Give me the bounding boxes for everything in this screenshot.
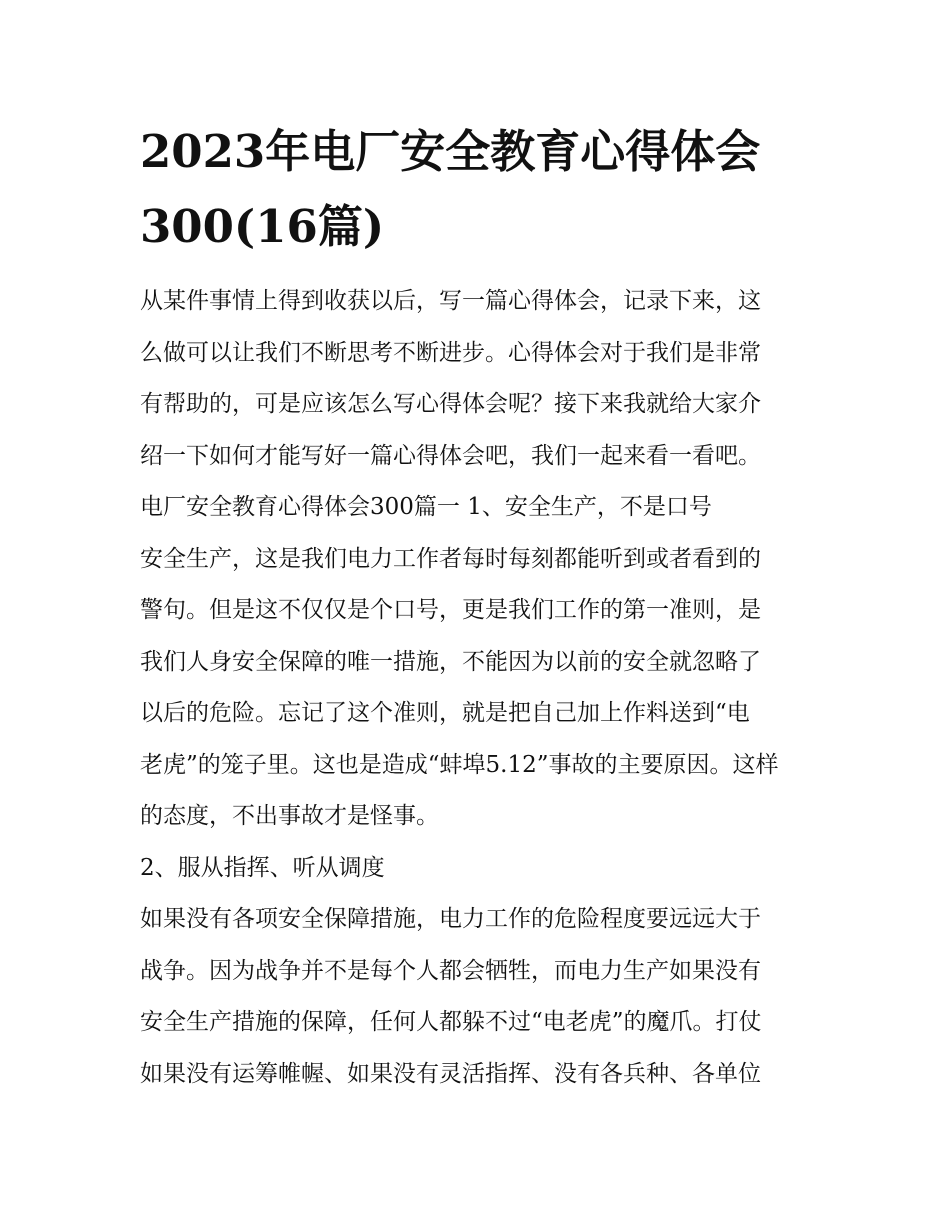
title-line-2: 300(16篇) [140,200,385,253]
body-line: 电厂安全教育心得体会300篇一 1、安全生产，不是口号 [140,494,712,520]
body-line: 的态度，不出事故才是怪事。 [140,803,439,829]
body-line: 以后的危险。忘记了这个准则，就是把自己加上作料送到“电 [140,700,750,726]
body-line: 安全生产措施的保障，任何人都躲不过“电老虎”的魔爪。打仗 [140,1009,762,1035]
body-line: 如果没有各项安全保障措施，电力工作的危险程度要远远大于 [140,906,761,932]
body-line: 老虎”的笼子里。这也是造成“蚌埠5.12”事故的主要原因。这样 [140,751,779,778]
body-line: 2、服从指挥、听从调度 [140,854,385,881]
body-line: 战争。因为战争并不是每个人都会牺牲，而电力生产如果没有 [140,957,761,984]
body-line: 安全生产，这是我们电力工作者每时每刻都能听到或者看到的 [140,545,761,572]
body-line: 从某件事情上得到收获以后，写一篇心得体会，记录下来，这 [140,288,761,314]
document-body [140,280,815,1104]
body-line: 有帮助的，可是应该怎么写心得体会呢？接下来我就给大家介 [140,391,761,417]
body-line: 绍一下如何才能写好一篇心得体会吧，我们一起来看一看吧。 [140,442,761,469]
title-line-1: 2023年电厂安全教育心得体会 [140,125,761,178]
body-line: 么做可以让我们不断思考不断进步。心得体会对于我们是非常 [140,339,761,366]
document-title [140,114,820,264]
body-line: 我们人身安全保障的唯一措施，不能因为以前的安全就忽略了 [140,648,761,675]
body-line: 警句。但是这不仅仅是个口号，更是我们工作的第一准则，是 [140,597,761,623]
body-line: 如果没有运筹帷幄、如果没有灵活指挥、没有各兵种、各单位 [140,1060,761,1087]
